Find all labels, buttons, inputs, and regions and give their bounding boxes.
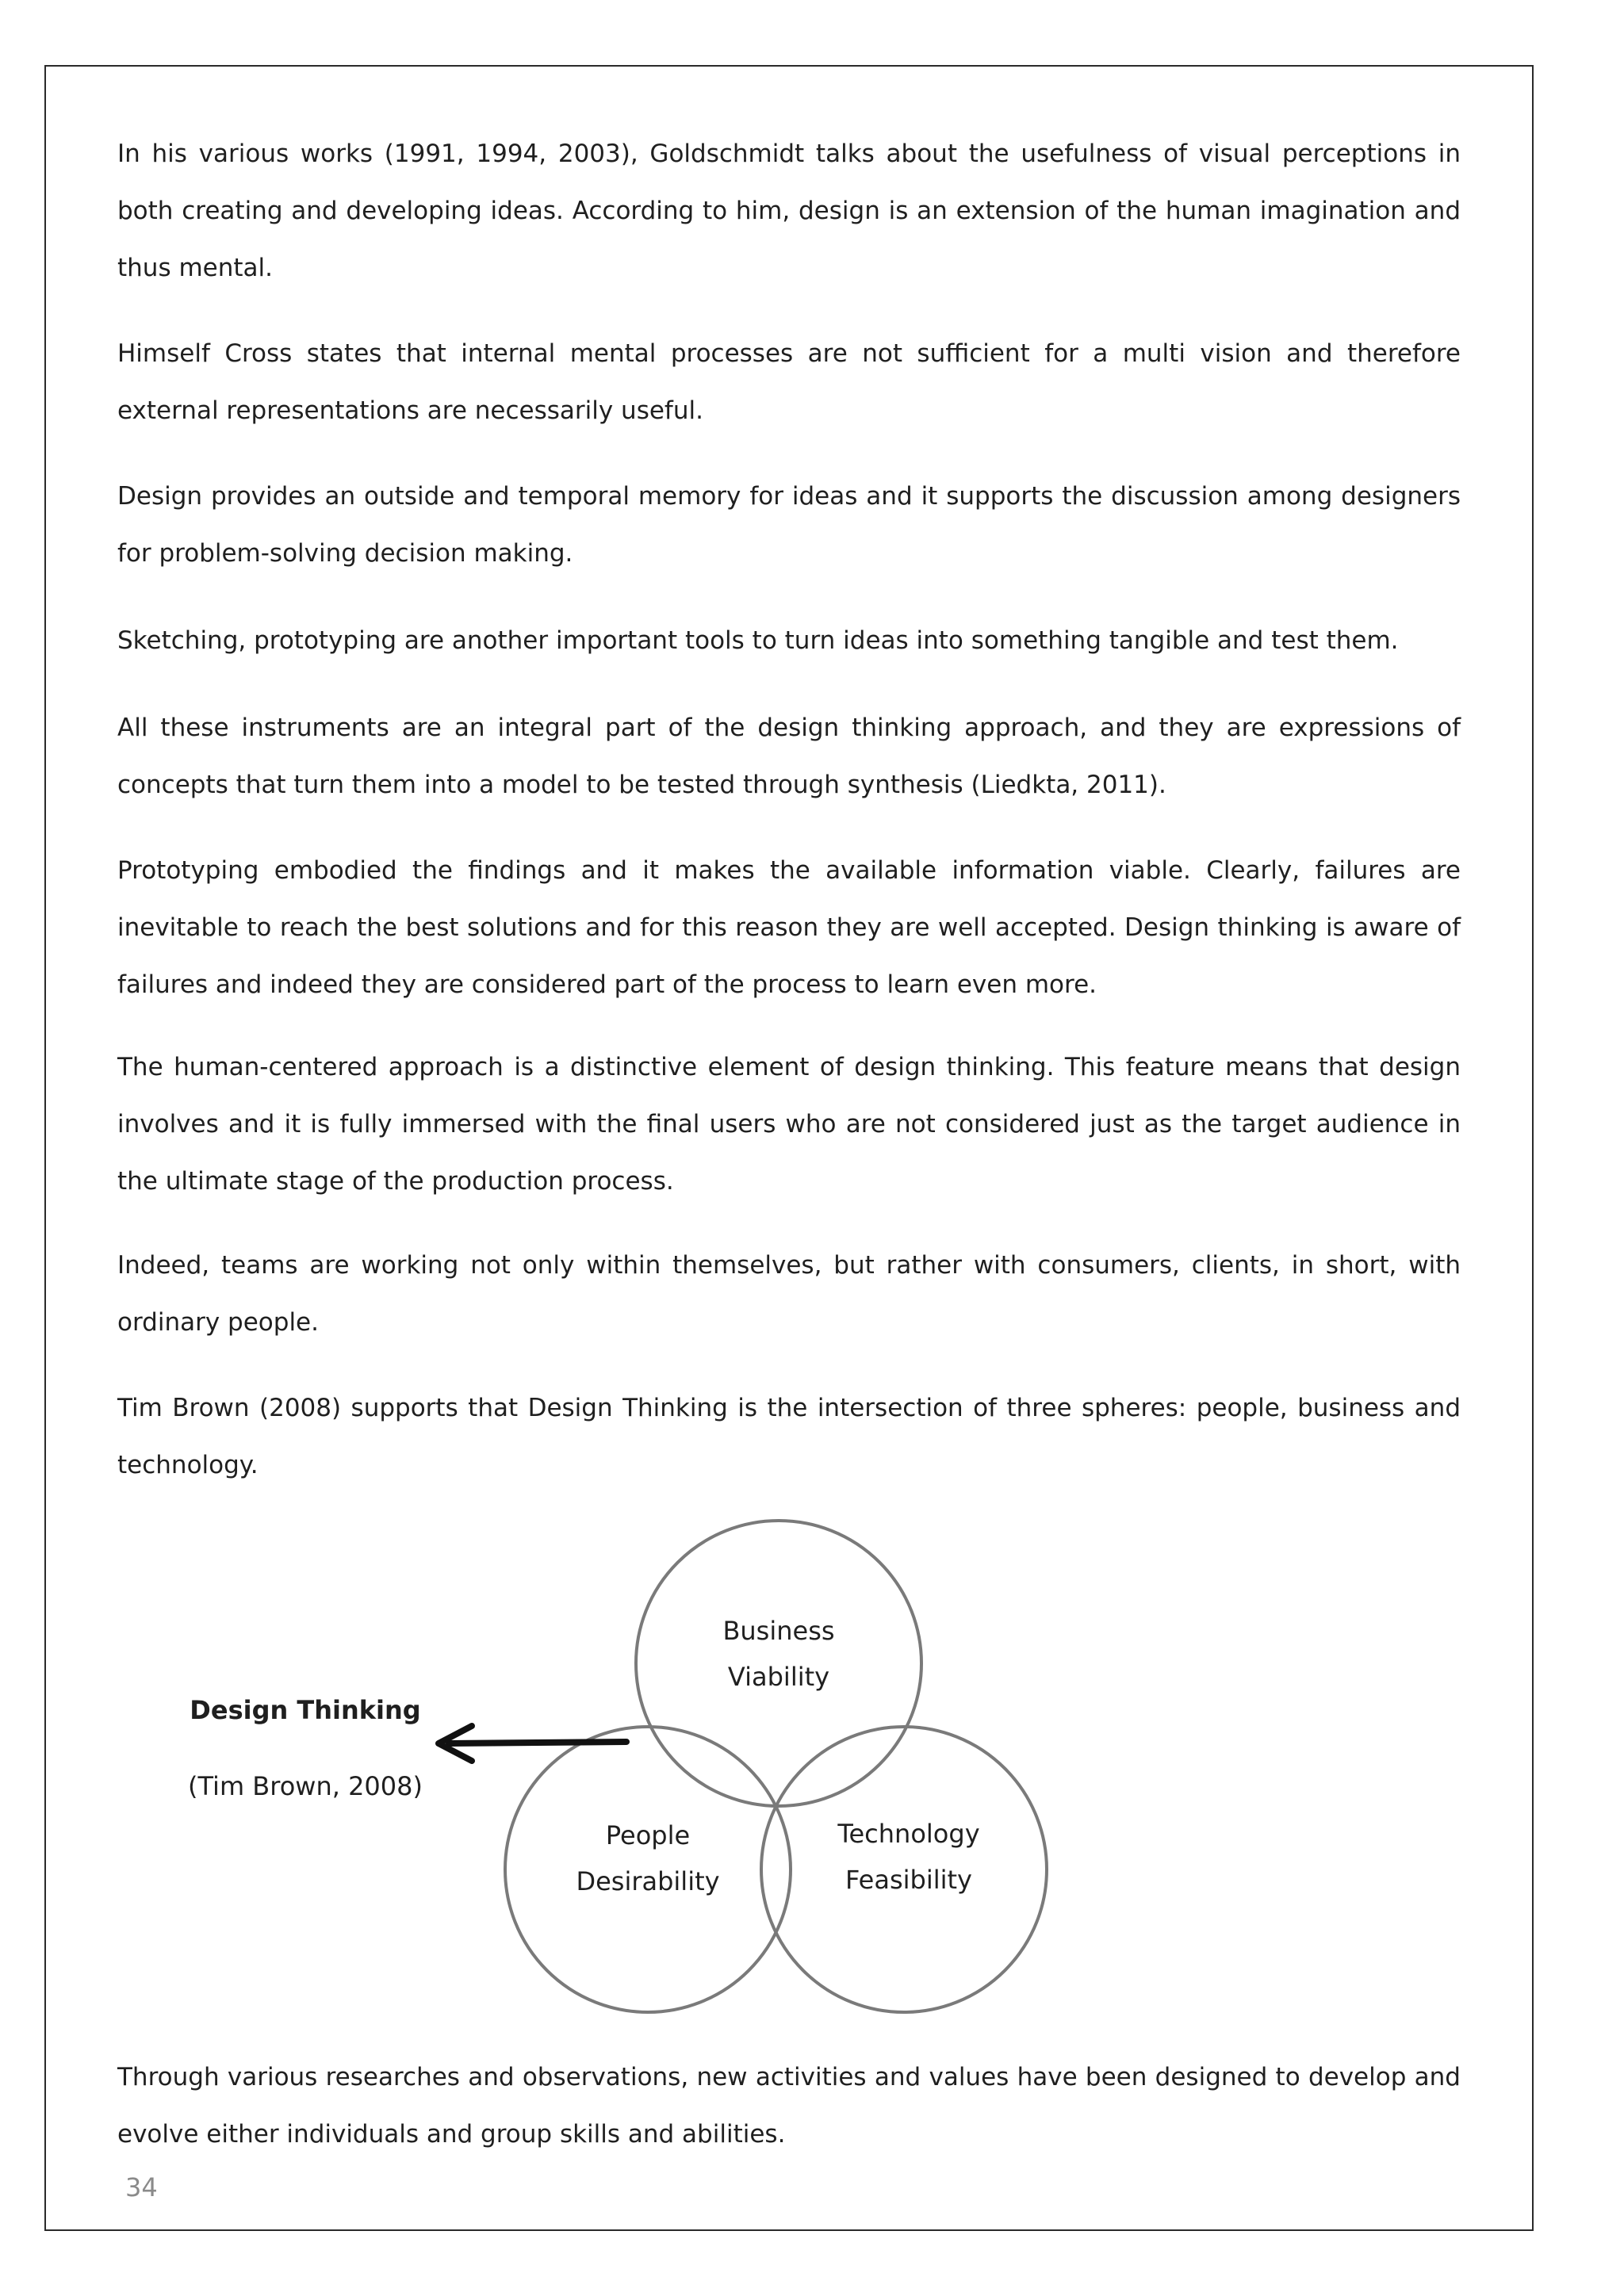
paragraph-9: Tim Brown (2008) supports that Design Thinking is the intersection of three spheres: people, business and technology. xyxy=(117,1394,1461,1479)
paragraph-2: Himself Cross states that internal mental processes are not sufficient for a multi vision and therefore external representations are necessarily useful. xyxy=(117,339,1461,425)
paragraph-1: In his various works (1991, 1994, 2003), Goldschmidt talks about the usefulness of visual perceptions in both creating and developing ideas. According to him, design is an extension of the human imagination and thus mental. xyxy=(117,140,1461,282)
closing-paragraph: Through various researches and observations, new activities and values have been designed to develop and evolve either individuals and group skills and abilities. xyxy=(117,2063,1461,2149)
technology-label-line1: Technology xyxy=(837,1819,980,1849)
paragraph-7: The human-centered approach is a distinctive element of design thinking. This feature means that design involves and it is fully immersed with the final users who are not considered just as the target audience in the ultimate stage of the production process. xyxy=(117,1053,1461,1196)
paragraph-4: Sketching, prototyping are another important tools to turn ideas into something tangible and test them. xyxy=(117,626,1399,655)
business-label xyxy=(699,1608,858,1700)
people-label-line2: Desirability xyxy=(576,1866,720,1896)
technology-label xyxy=(814,1811,1004,1903)
people-label-line1: People xyxy=(605,1820,691,1850)
people-label xyxy=(557,1812,739,1904)
paragraph-8: Indeed, teams are working not only within themselves, but rather with consumers, clients, in short, with ordinary people. xyxy=(117,1251,1461,1337)
paragraph-3: Design provides an outside and temporal memory for ideas and it supports the discussion among designers for problem-solving decision making. xyxy=(117,482,1461,568)
technology-label-line2: Feasibility xyxy=(845,1865,972,1895)
paragraph-6: Prototyping embodied the findings and it makes the available information viable. Clearly, failures are inevitable to reach the best solutions and for this reason they are well accepted. Design thinking is aware of failures and indeed they are considered part of the process to learn even more. xyxy=(117,856,1461,999)
diagram-citation: (Tim Brown, 2008) xyxy=(188,1771,423,1801)
business-label-line2: Viability xyxy=(727,1662,830,1692)
business-label-line1: Business xyxy=(722,1616,835,1646)
diagram-title: Design Thinking xyxy=(190,1695,421,1725)
page-number: 34 xyxy=(125,2172,158,2202)
paragraph-5: All these instruments are an integral part of the design thinking approach, and they are expressions of concepts that turn them into a model to be tested through synthesis (Liedkta, 2011). xyxy=(117,714,1461,799)
